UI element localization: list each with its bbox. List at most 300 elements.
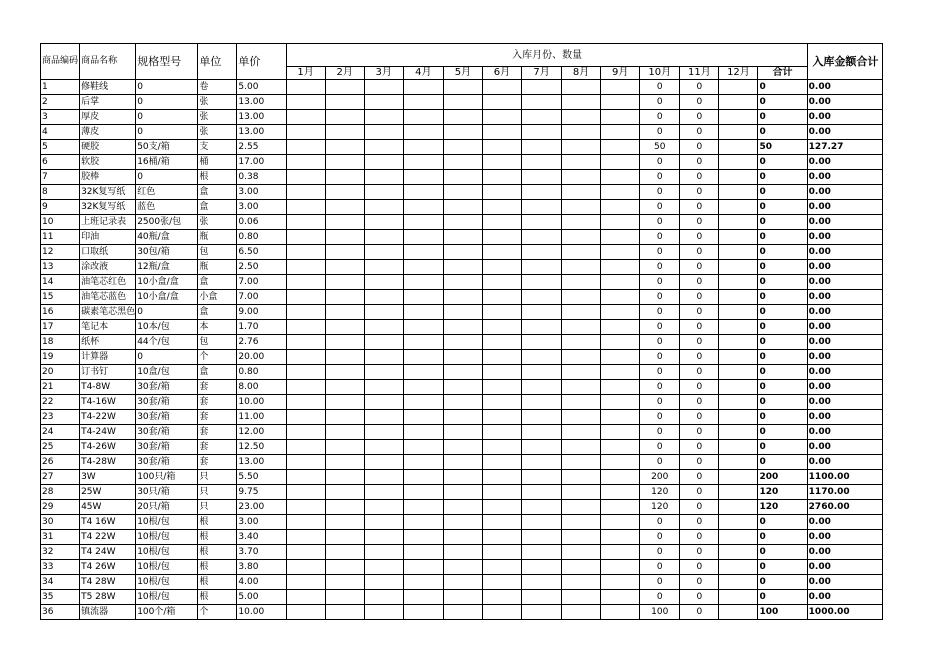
cell-month-empty[interactable] [443,305,482,320]
cell-amount[interactable]: 0.00 [807,215,882,230]
cell-unit[interactable]: 桶 [198,155,237,170]
cell-month-empty[interactable] [364,380,403,395]
cell-month-empty[interactable] [286,515,325,530]
cell-month-empty[interactable] [562,485,601,500]
cell-unit[interactable]: 根 [198,575,237,590]
cell-month-empty[interactable] [482,335,521,350]
cell-nov[interactable]: 0 [680,365,719,380]
cell-month-empty[interactable] [482,110,521,125]
cell-month-empty[interactable] [403,395,443,410]
cell-spec[interactable]: 10盒/包 [136,365,198,380]
cell-price[interactable]: 9.00 [237,305,286,320]
cell-unit[interactable]: 盒 [198,305,237,320]
cell-code[interactable]: 14 [41,275,80,290]
cell-spec[interactable]: 10小盒/盒 [136,275,198,290]
cell-month-empty[interactable] [364,530,403,545]
cell-name[interactable]: 薄皮 [80,125,136,140]
cell-code[interactable]: 26 [41,455,80,470]
cell-unit[interactable]: 个 [198,350,237,365]
cell-month-empty[interactable] [482,200,521,215]
cell-month-empty[interactable] [443,605,482,620]
cell-amount[interactable]: 0.00 [807,545,882,560]
cell-month-empty[interactable] [443,485,482,500]
cell-month-empty[interactable] [601,245,640,260]
cell-month-empty[interactable] [719,80,758,95]
cell-month-empty[interactable] [286,80,325,95]
cell-price[interactable]: 1.70 [237,320,286,335]
cell-nov[interactable]: 0 [680,185,719,200]
cell-month-empty[interactable] [719,395,758,410]
cell-amount[interactable]: 0.00 [807,110,882,125]
cell-amount[interactable]: 0.00 [807,290,882,305]
cell-spec[interactable]: 20只/箱 [136,500,198,515]
cell-month-empty[interactable] [719,125,758,140]
cell-month-empty[interactable] [443,425,482,440]
cell-spec[interactable]: 0 [136,125,198,140]
header-name[interactable]: 商品名称 [80,44,136,80]
cell-unit[interactable]: 根 [198,530,237,545]
cell-month-empty[interactable] [443,530,482,545]
cell-month-empty[interactable] [443,410,482,425]
cell-nov[interactable]: 0 [680,290,719,305]
cell-month-empty[interactable] [601,335,640,350]
cell-amount[interactable]: 0.00 [807,425,882,440]
cell-spec[interactable]: 50支/箱 [136,140,198,155]
cell-spec[interactable]: 30套/箱 [136,410,198,425]
cell-month-empty[interactable] [325,605,364,620]
cell-name[interactable]: 订书钉 [80,365,136,380]
cell-month-empty[interactable] [325,440,364,455]
cell-month-empty[interactable] [443,320,482,335]
cell-total[interactable]: 0 [758,350,807,365]
cell-spec[interactable]: 10根/包 [136,545,198,560]
cell-month-empty[interactable] [601,185,640,200]
cell-code[interactable]: 19 [41,350,80,365]
cell-month-empty[interactable] [403,290,443,305]
cell-name[interactable]: 纸杯 [80,335,136,350]
cell-name[interactable]: 32K复写纸 [80,185,136,200]
cell-month-empty[interactable] [443,440,482,455]
cell-month-empty[interactable] [286,395,325,410]
header-month[interactable]: 5月 [443,67,482,80]
cell-month-empty[interactable] [364,515,403,530]
cell-code[interactable]: 5 [41,140,80,155]
cell-spec[interactable]: 0 [136,95,198,110]
cell-oct[interactable]: 0 [640,455,680,470]
cell-month-empty[interactable] [286,470,325,485]
cell-month-empty[interactable] [562,155,601,170]
cell-month-empty[interactable] [719,500,758,515]
cell-total[interactable]: 0 [758,590,807,605]
cell-code[interactable]: 36 [41,605,80,620]
cell-month-empty[interactable] [562,290,601,305]
cell-month-empty[interactable] [286,290,325,305]
cell-unit[interactable]: 张 [198,95,237,110]
cell-month-empty[interactable] [601,380,640,395]
cell-month-empty[interactable] [364,605,403,620]
cell-oct[interactable]: 0 [640,305,680,320]
cell-month-empty[interactable] [522,545,562,560]
cell-spec[interactable]: 30只/箱 [136,485,198,500]
cell-month-empty[interactable] [325,470,364,485]
cell-spec[interactable]: 10根/包 [136,515,198,530]
cell-amount[interactable]: 0.00 [807,515,882,530]
cell-total[interactable]: 0 [758,545,807,560]
cell-month-empty[interactable] [562,320,601,335]
cell-month-empty[interactable] [562,170,601,185]
cell-name[interactable]: T4-28W [80,455,136,470]
cell-month-empty[interactable] [364,185,403,200]
cell-month-empty[interactable] [719,140,758,155]
cell-month-empty[interactable] [719,170,758,185]
cell-oct[interactable]: 0 [640,365,680,380]
cell-month-empty[interactable] [325,395,364,410]
cell-amount[interactable]: 0.00 [807,590,882,605]
cell-total[interactable]: 0 [758,245,807,260]
cell-unit[interactable]: 卷 [198,80,237,95]
cell-month-empty[interactable] [325,455,364,470]
cell-code[interactable]: 12 [41,245,80,260]
cell-oct[interactable]: 0 [640,275,680,290]
cell-unit[interactable]: 盒 [198,365,237,380]
cell-total[interactable]: 0 [758,410,807,425]
cell-month-empty[interactable] [719,455,758,470]
cell-month-empty[interactable] [286,575,325,590]
cell-month-empty[interactable] [482,95,521,110]
cell-month-empty[interactable] [364,290,403,305]
cell-month-empty[interactable] [719,530,758,545]
cell-month-empty[interactable] [325,425,364,440]
cell-unit[interactable]: 套 [198,410,237,425]
cell-name[interactable]: 油笔芯红色 [80,275,136,290]
cell-spec[interactable]: 0 [136,110,198,125]
cell-price[interactable]: 13.00 [237,110,286,125]
cell-month-empty[interactable] [403,365,443,380]
cell-spec[interactable]: 10根/包 [136,575,198,590]
cell-month-empty[interactable] [364,125,403,140]
cell-price[interactable]: 0.80 [237,230,286,245]
cell-month-empty[interactable] [403,320,443,335]
cell-amount[interactable]: 0.00 [807,410,882,425]
cell-month-empty[interactable] [482,125,521,140]
cell-month-empty[interactable] [522,410,562,425]
cell-month-empty[interactable] [364,485,403,500]
cell-oct[interactable]: 0 [640,590,680,605]
cell-spec[interactable]: 2500张/包 [136,215,198,230]
cell-month-empty[interactable] [601,440,640,455]
cell-nov[interactable]: 0 [680,485,719,500]
cell-name[interactable]: 厚皮 [80,110,136,125]
cell-total[interactable]: 0 [758,575,807,590]
cell-month-empty[interactable] [443,245,482,260]
cell-month-empty[interactable] [719,380,758,395]
cell-total[interactable]: 0 [758,530,807,545]
cell-month-empty[interactable] [364,440,403,455]
cell-nov[interactable]: 0 [680,230,719,245]
cell-month-empty[interactable] [601,395,640,410]
cell-month-empty[interactable] [286,200,325,215]
cell-month-empty[interactable] [719,245,758,260]
header-price[interactable]: 单价 [237,44,286,80]
cell-code[interactable]: 32 [41,545,80,560]
cell-total[interactable]: 0 [758,395,807,410]
cell-month-empty[interactable] [443,290,482,305]
cell-month-empty[interactable] [601,500,640,515]
cell-name[interactable]: T4 24W [80,545,136,560]
cell-month-empty[interactable] [286,440,325,455]
cell-amount[interactable]: 0.00 [807,230,882,245]
cell-month-empty[interactable] [522,440,562,455]
cell-spec[interactable]: 10根/包 [136,530,198,545]
cell-month-empty[interactable] [562,185,601,200]
cell-month-empty[interactable] [482,260,521,275]
cell-month-empty[interactable] [325,125,364,140]
cell-name[interactable]: T4-16W [80,395,136,410]
cell-spec[interactable]: 红色 [136,185,198,200]
cell-amount[interactable]: 0.00 [807,440,882,455]
cell-month-empty[interactable] [562,545,601,560]
cell-spec[interactable]: 44个/包 [136,335,198,350]
cell-month-empty[interactable] [325,590,364,605]
cell-spec[interactable]: 30套/箱 [136,440,198,455]
cell-month-empty[interactable] [286,455,325,470]
cell-spec[interactable]: 30套/箱 [136,380,198,395]
cell-month-empty[interactable] [562,605,601,620]
cell-code[interactable]: 3 [41,110,80,125]
cell-month-empty[interactable] [522,230,562,245]
cell-code[interactable]: 31 [41,530,80,545]
cell-spec[interactable]: 0 [136,80,198,95]
cell-month-empty[interactable] [482,245,521,260]
cell-month-empty[interactable] [364,155,403,170]
cell-price[interactable]: 12.50 [237,440,286,455]
cell-month-empty[interactable] [562,410,601,425]
cell-oct[interactable]: 0 [640,350,680,365]
cell-month-empty[interactable] [286,350,325,365]
cell-month-empty[interactable] [601,425,640,440]
cell-month-empty[interactable] [364,140,403,155]
cell-month-empty[interactable] [443,230,482,245]
cell-month-empty[interactable] [403,455,443,470]
cell-month-empty[interactable] [601,125,640,140]
cell-price[interactable]: 17.00 [237,155,286,170]
cell-month-empty[interactable] [443,515,482,530]
cell-name[interactable]: 上班记录表 [80,215,136,230]
cell-month-empty[interactable] [403,125,443,140]
cell-month-empty[interactable] [403,275,443,290]
header-month[interactable]: 2月 [325,67,364,80]
cell-price[interactable]: 3.70 [237,545,286,560]
cell-nov[interactable]: 0 [680,140,719,155]
cell-amount[interactable]: 0.00 [807,530,882,545]
cell-month-empty[interactable] [719,425,758,440]
cell-month-empty[interactable] [364,110,403,125]
cell-name[interactable]: 印油 [80,230,136,245]
cell-month-empty[interactable] [601,470,640,485]
cell-month-empty[interactable] [364,305,403,320]
cell-month-empty[interactable] [443,200,482,215]
cell-unit[interactable]: 套 [198,455,237,470]
cell-oct[interactable]: 0 [640,170,680,185]
cell-spec[interactable]: 30套/箱 [136,425,198,440]
cell-month-empty[interactable] [443,125,482,140]
cell-nov[interactable]: 0 [680,260,719,275]
cell-month-empty[interactable] [719,185,758,200]
cell-month-empty[interactable] [286,95,325,110]
cell-unit[interactable]: 根 [198,560,237,575]
cell-oct[interactable]: 0 [640,425,680,440]
cell-month-empty[interactable] [601,200,640,215]
cell-price[interactable]: 13.00 [237,455,286,470]
cell-price[interactable]: 3.40 [237,530,286,545]
cell-month-empty[interactable] [482,290,521,305]
cell-month-empty[interactable] [719,200,758,215]
cell-unit[interactable]: 张 [198,215,237,230]
cell-month-empty[interactable] [522,200,562,215]
cell-month-empty[interactable] [562,425,601,440]
cell-month-empty[interactable] [601,215,640,230]
cell-spec[interactable]: 蓝色 [136,200,198,215]
cell-oct[interactable]: 0 [640,95,680,110]
cell-spec[interactable]: 12瓶/盒 [136,260,198,275]
cell-price[interactable]: 0.80 [237,365,286,380]
cell-month-empty[interactable] [562,350,601,365]
cell-price[interactable]: 4.00 [237,575,286,590]
cell-nov[interactable]: 0 [680,215,719,230]
cell-total[interactable]: 0 [758,365,807,380]
cell-code[interactable]: 23 [41,410,80,425]
header-month[interactable]: 7月 [522,67,562,80]
cell-amount[interactable]: 0.00 [807,275,882,290]
header-month[interactable]: 4月 [403,67,443,80]
cell-month-empty[interactable] [601,290,640,305]
cell-code[interactable]: 4 [41,125,80,140]
cell-month-empty[interactable] [325,80,364,95]
cell-month-empty[interactable] [325,305,364,320]
cell-month-empty[interactable] [719,365,758,380]
cell-oct[interactable]: 0 [640,200,680,215]
cell-month-empty[interactable] [443,365,482,380]
cell-month-empty[interactable] [522,365,562,380]
cell-month-empty[interactable] [562,515,601,530]
cell-nov[interactable]: 0 [680,560,719,575]
cell-month-empty[interactable] [443,380,482,395]
cell-month-empty[interactable] [562,95,601,110]
cell-month-empty[interactable] [482,545,521,560]
cell-total[interactable]: 0 [758,455,807,470]
cell-month-empty[interactable] [325,380,364,395]
cell-month-empty[interactable] [719,215,758,230]
cell-name[interactable]: 口取纸 [80,245,136,260]
cell-total[interactable]: 0 [758,110,807,125]
cell-amount[interactable]: 0.00 [807,200,882,215]
cell-month-empty[interactable] [562,260,601,275]
cell-month-empty[interactable] [364,320,403,335]
header-month[interactable]: 3月 [364,67,403,80]
cell-unit[interactable]: 本 [198,320,237,335]
cell-month-empty[interactable] [443,500,482,515]
cell-spec[interactable]: 0 [136,350,198,365]
cell-price[interactable]: 3.00 [237,515,286,530]
cell-month-empty[interactable] [601,95,640,110]
cell-spec[interactable]: 0 [136,305,198,320]
cell-oct[interactable]: 0 [640,395,680,410]
cell-month-empty[interactable] [443,275,482,290]
cell-month-empty[interactable] [719,605,758,620]
cell-code[interactable]: 25 [41,440,80,455]
cell-month-empty[interactable] [719,290,758,305]
cell-code[interactable]: 33 [41,560,80,575]
cell-month-empty[interactable] [286,410,325,425]
cell-spec[interactable]: 100个/箱 [136,605,198,620]
cell-month-empty[interactable] [286,500,325,515]
cell-code[interactable]: 30 [41,515,80,530]
cell-code[interactable]: 10 [41,215,80,230]
cell-oct[interactable]: 0 [640,440,680,455]
cell-month-empty[interactable] [522,605,562,620]
cell-month-empty[interactable] [364,560,403,575]
cell-spec[interactable]: 10根/包 [136,590,198,605]
cell-month-empty[interactable] [719,590,758,605]
cell-nov[interactable]: 0 [680,470,719,485]
cell-price[interactable]: 9.75 [237,485,286,500]
cell-nov[interactable]: 0 [680,320,719,335]
cell-month-empty[interactable] [482,140,521,155]
cell-unit[interactable]: 支 [198,140,237,155]
cell-code[interactable]: 28 [41,485,80,500]
cell-month-empty[interactable] [522,350,562,365]
cell-month-empty[interactable] [482,500,521,515]
cell-month-empty[interactable] [482,410,521,425]
cell-month-empty[interactable] [403,380,443,395]
cell-name[interactable]: T4-24W [80,425,136,440]
cell-oct[interactable]: 0 [640,110,680,125]
cell-total[interactable]: 0 [758,320,807,335]
cell-amount[interactable]: 0.00 [807,155,882,170]
cell-month-empty[interactable] [601,365,640,380]
cell-oct[interactable]: 0 [640,560,680,575]
cell-unit[interactable]: 根 [198,590,237,605]
cell-month-empty[interactable] [482,170,521,185]
cell-nov[interactable]: 0 [680,575,719,590]
cell-month-empty[interactable] [443,95,482,110]
cell-oct[interactable]: 0 [640,380,680,395]
cell-month-empty[interactable] [719,470,758,485]
cell-price[interactable]: 11.00 [237,410,286,425]
cell-name[interactable]: 32K复写纸 [80,200,136,215]
cell-month-empty[interactable] [403,425,443,440]
cell-oct[interactable]: 0 [640,545,680,560]
cell-month-empty[interactable] [403,230,443,245]
cell-price[interactable]: 7.00 [237,290,286,305]
cell-month-empty[interactable] [482,530,521,545]
cell-month-empty[interactable] [562,110,601,125]
cell-oct[interactable]: 0 [640,410,680,425]
cell-month-empty[interactable] [364,395,403,410]
header-month[interactable]: 6月 [482,67,521,80]
cell-month-empty[interactable] [403,95,443,110]
cell-code[interactable]: 2 [41,95,80,110]
cell-month-empty[interactable] [601,155,640,170]
cell-month-empty[interactable] [286,245,325,260]
cell-nov[interactable]: 0 [680,200,719,215]
cell-amount[interactable]: 0.00 [807,350,882,365]
cell-month-empty[interactable] [719,575,758,590]
cell-code[interactable]: 22 [41,395,80,410]
cell-oct[interactable]: 200 [640,470,680,485]
cell-month-empty[interactable] [364,170,403,185]
cell-total[interactable]: 0 [758,95,807,110]
